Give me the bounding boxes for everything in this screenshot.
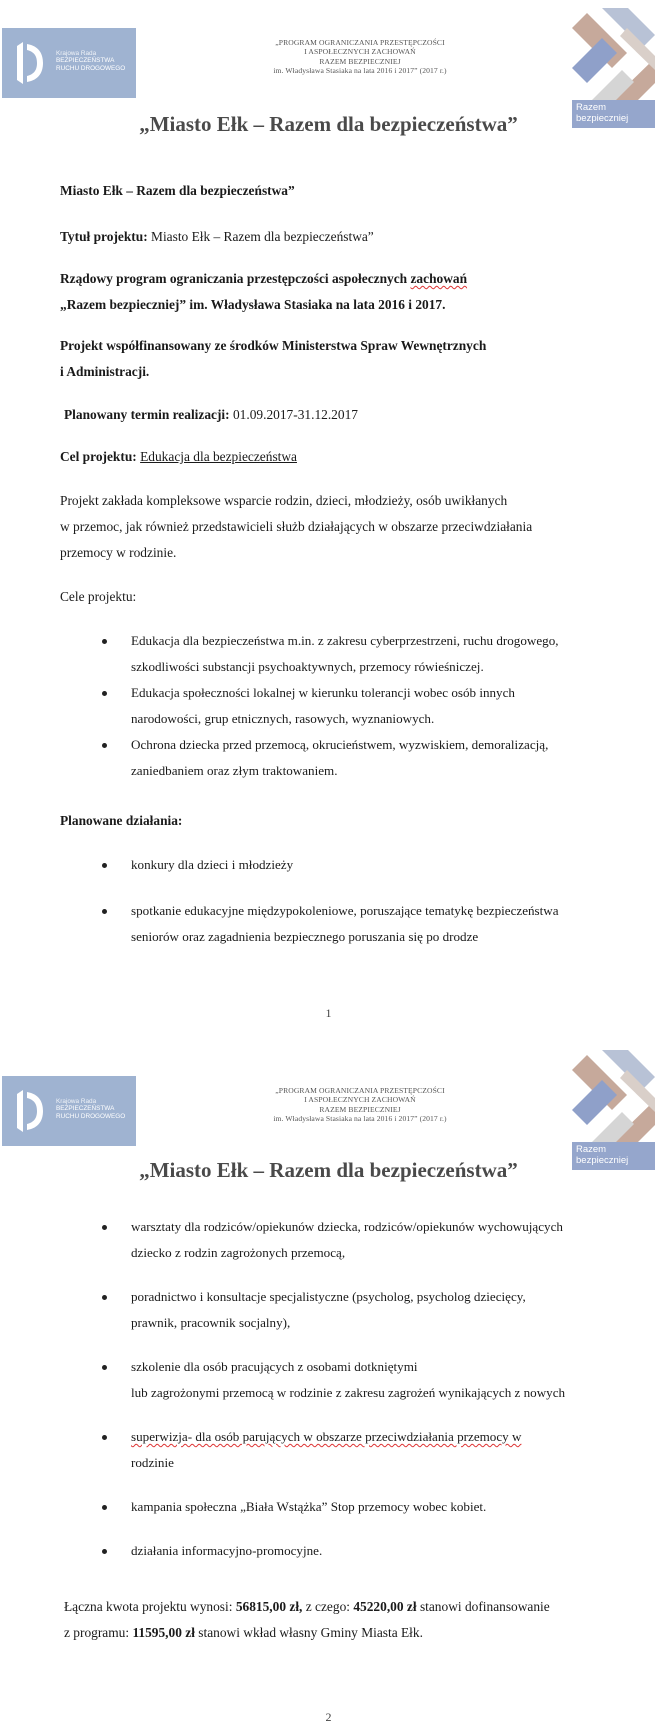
bullet-icon [102,743,107,748]
bullet-icon [102,1549,107,1554]
planned-term-value: 01.09.2017-31.12.2017 [232,407,358,422]
government-program-line-1 [60,266,467,292]
document-page-2 [0,1046,657,1733]
bullet-icon [102,691,107,696]
list-item: poradnictwo i konsultacje specjalistyczne (psycholog, psycholog dziecięcy, prawnik, pracownik socjalny), [93,1284,565,1336]
project-goal-line [60,444,297,470]
project-name-line: Miasto Ełk – Razem dla bezpieczeństwa” [60,183,295,198]
planned-actions-list [93,852,559,950]
government-program-line-2: „Razem bezpieczniej” im. Władysława Stasiaka na lata 2016 i 2017. [60,297,446,312]
bullet-icon [102,1225,107,1230]
list-item: warsztaty dla rodziców/opiekunów dziecka, rodziców/opiekunów wychowujących dziecko z rodzin zagrożonych przemocą, [93,1214,565,1266]
list-item: Edukacja społeczności lokalnej w kierunku tolerancji wobec osób innych narodowości, grup etnicznych, rasowych, wyznaniowych. [93,680,559,732]
bullet-icon [102,863,107,868]
krbrd-road-icon [13,40,49,86]
planned-term-label: Planowany termin realizacji: [64,407,230,422]
interlocking-ribbons-icon [572,1050,655,1142]
cofinancing-line-2: i Administracji. [60,364,150,379]
project-title-label: Tytuł projektu: [60,229,148,244]
bullet-icon [102,1365,107,1370]
goals-list [93,628,559,784]
goals-heading: Cele projektu: [60,589,137,604]
list-item: działania informacyjno-promocyjne. [93,1538,565,1564]
razem-bezpieczniej-logo [572,8,655,128]
list-item: kampania społeczna „Biała Wstążka” Stop przemocy wobec kobiet. [93,1494,565,1520]
main-title: „Miasto Ełk – Razem dla bezpieczeństwa” [139,1158,518,1182]
krbrd-logo [2,1076,136,1146]
planned-actions-list-continued [93,1214,565,1564]
bullet-icon [102,639,107,644]
page-number: 2 [325,1710,332,1724]
list-item: szkolenie dla osób pracujących z osobami dotkniętymi lub zagrożonymi przemocą w rodzinie z zakresu zagrożeń wynikających z nowych [93,1354,565,1406]
list-item: Edukacja dla bezpieczeństwa m.in. z zakresu cyberprzestrzeni, ruchu drogowego, szkodliwości substancji psychoaktywnych, przemocy rówieśniczej. [93,628,559,680]
cofinancing-amount-value: 45220,00 zł [353,1599,417,1614]
project-title-line [60,224,374,250]
planned-term-line [64,402,358,428]
description-line-1: Projekt zakłada kompleksowe wsparcie rodzin, dzieci, młodzieży, osób uwikłanych [60,493,508,508]
bullet-icon [102,909,107,914]
razem-bezpieczniej-logo [572,1050,655,1170]
government-program-text: Rządowy program ograniczania przestępczości aspołecznych [60,271,408,286]
program-header: „PROGRAM OGRANICZANIA PRZESTĘPCZOŚCI I ASPOŁECZNYCH ZACHOWAŃ RAZEM BEZPIECZNIEJ im. Władysława Stasiaka na lata 2016 i 2017” (2017 r.) [273,1086,447,1124]
cofinancing-line-1: Projekt współfinansowany ze środków Ministerstwa Spraw Wewnętrznych [60,338,487,353]
main-title: „Miasto Ełk – Razem dla bezpieczeństwa” [139,112,518,136]
bullet-icon [102,1505,107,1510]
list-item: konkury dla dzieci i młodzieży [93,852,559,878]
razem-logo-text: Razem bezpieczniej [572,100,655,128]
program-header: „PROGRAM OGRANICZANIA PRZESTĘPCZOŚCI I ASPOŁECZNYCH ZACHOWAŃ RAZEM BEZPIECZNIEJ im. Władysława Stasiaka na lata 2016 i 2017” (2017 r.) [273,38,447,76]
bullet-icon [102,1295,107,1300]
description-line-2: w przemoc, jak również przedstawicieli służb działających w obszarze przeciwdziałania [60,519,533,534]
total-amount-line-1: Łączna kwota projektu wynosi: 56815,00 zł, z czego: 45220,00 zł stanowi dofinansowanie [64,1599,550,1614]
total-amount-line-2: z programu: 11595,00 zł stanowi wkład własny Gminy Miasta Ełk. [64,1625,423,1640]
government-program-underlined: zachowań [410,271,468,286]
krbrd-logo [2,28,136,98]
page-number: 1 [325,1006,332,1020]
list-item: superwizja- dla osób parujących w obszarze przeciwdziałania przemocy w rodzinie [93,1424,565,1476]
krbrd-logo-text: Krajowa Rada BEZPIECZEŃSTWA RUCHU DROGOWEGO [56,50,126,72]
razem-logo-text: Razem bezpieczniej [572,1142,655,1170]
bullet-icon [102,1435,107,1440]
planned-actions-heading: Planowane działania: [60,813,183,828]
list-item: spotkanie edukacyjne międzypokoleniowe, poruszające tematykę bezpieczeństwa seniorów oraz zagadnienia bezpiecznego poruszania się po drodze [93,898,559,950]
krbrd-logo-text: Krajowa Rada BEZPIECZEŃSTWA RUCHU DROGOWEGO [56,1098,126,1120]
project-goal-label: Cel projektu: [60,449,137,464]
interlocking-ribbons-icon [572,8,655,100]
own-contribution-value: 11595,00 zł [132,1625,195,1640]
description-line-3: przemocy w rodzinie. [60,545,177,560]
list-item: Ochrona dziecka przed przemocą, okrucieństwem, wyzwiskiem, demoralizacją, zaniedbaniem oraz złym traktowaniem. [93,732,559,784]
project-goal-value: Edukacja dla bezpieczeństwa [140,449,297,464]
total-amount-value: 56815,00 zł, [235,1599,303,1614]
krbrd-road-icon [13,1088,49,1134]
project-title-value: Miasto Ełk – Razem dla bezpieczeństwa” [151,229,374,244]
